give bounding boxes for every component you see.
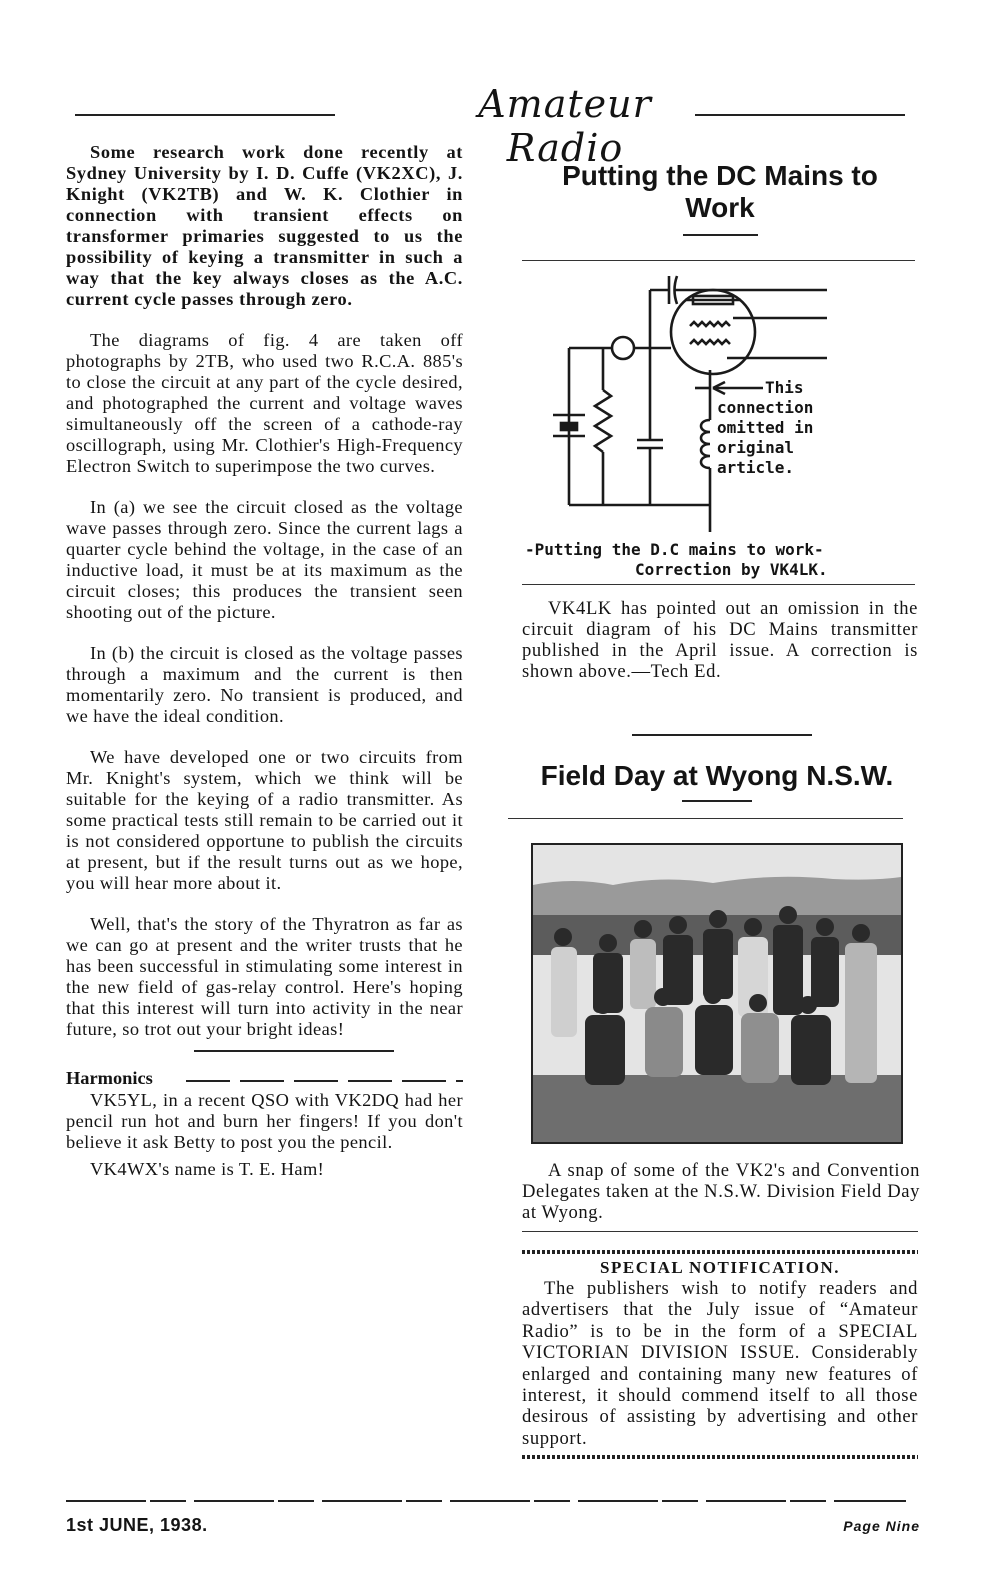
- issue-date: 1st JUNE, 1938.: [66, 1515, 208, 1535]
- section-rule: [508, 818, 903, 819]
- footer-rule: [66, 1500, 906, 1502]
- circuit-diagram: [545, 270, 875, 535]
- masthead: [75, 80, 905, 170]
- group-photo-image: [533, 845, 901, 1142]
- dotted-rule-top: [522, 1250, 918, 1254]
- section-divider: [194, 1050, 394, 1052]
- section-rule: [522, 260, 915, 261]
- circuit-caption-line2: Correction by VK4LK.: [635, 560, 828, 579]
- article-paragraph: In (a) we see the circuit closed as the voltage wave passes through zero. Since the current lags a quarter cycle behind the voltage, in the case of an inductive load, it must be at its maximum as the circuit closes; this produces the transient seen shooting out of the picture.: [66, 497, 463, 622]
- masthead-title: Amateur Radio: [425, 82, 705, 170]
- page-number: Page Nine: [843, 1518, 920, 1534]
- annotation-line: omitted in: [717, 418, 814, 437]
- field-day-heading: Field Day at Wyong N.S.W.: [540, 760, 894, 791]
- field-day-caption-block: [522, 1160, 920, 1223]
- heading-underline: [683, 234, 758, 236]
- harmonics-dash-rule: [186, 1080, 463, 1082]
- group-photo: [531, 843, 903, 1144]
- article-paragraph: We have developed one or two circuits from Mr. Knight's system, which we think will be suitable for the keying of a radio transmitter. As some practical tests still remain to be carried out it is not considered opportune to publish the circuits at present, but if the result turns out as we hope, you will hear more about it.: [66, 747, 463, 893]
- article-paragraph: Some research work done recently at Sydney University by I. D. Cuffe (VK2XC), J. Knight (VK2TB) and W. K. Clothier in connection with transient effects on transformer primaries suggested to us the possibility of keying a transmitter in such a way that the key always closes as the A.C. current cycle passes through zero.: [66, 142, 463, 309]
- dotted-rule-bottom: [522, 1455, 918, 1459]
- field-day-section: [512, 760, 922, 802]
- article-paragraph: Well, that's the story of the Thyratron as far as we can go at present and the writer trusts that he has been successful in stimulating some interest in the new field of gas-relay control. Here's hoping that this interest will turn into activity in the near future, so trot out your bright ideas!: [66, 914, 463, 1039]
- section-rule: [522, 584, 915, 585]
- notification-body: The publishers wish to notify readers and advertisers that the July issue of “Amateur Radio” is to be in the form of a SPECIAL VICTORIAN DIVISION ISSUE. Considerably enlarged and containing many new features of interest, it should commend itself to all those desirous of assisting by advertising and other support.: [522, 1278, 918, 1449]
- harmonics-heading: Harmonics: [66, 1068, 153, 1088]
- harmonics-paragraph: VK5YL, in a recent QSO with VK2DQ had her pencil run hot and burn her fingers! If you don't believe it ask Betty to post you the pencil.: [66, 1090, 463, 1152]
- notification-title: SPECIAL NOTIFICATION.: [600, 1258, 840, 1277]
- annotation-line: article.: [717, 458, 795, 477]
- dc-mains-section: [520, 160, 920, 236]
- article-paragraph: The diagrams of fig. 4 are taken off photographs by 2TB, who used two R.C.A. 885's to close the circuit at any part of the cycle desired, and photographed the current and voltage waves simultaneously off the screen of a cathode-ray oscillograph, using Mr. Clothier's High-Frequency Electron Switch to superimpose the two curves.: [66, 330, 463, 476]
- harmonics-paragraph: VK4WX's name is T. E. Ham!: [90, 1159, 325, 1179]
- annotation-line: connection: [717, 398, 814, 417]
- section-rule: [522, 1231, 918, 1232]
- dc-mains-heading: Putting the DC Mains to Work: [562, 160, 878, 223]
- left-column: [66, 142, 463, 1186]
- annotation-line: original: [717, 438, 795, 457]
- dc-mains-paragraph: VK4LK has pointed out an omission in the circuit diagram of his DC Mains transmitter published in the April issue. A correction is shown above.—Tech Ed.: [522, 598, 918, 682]
- section-divider: [632, 734, 812, 736]
- notification-box: [522, 1250, 918, 1459]
- heading-underline: [682, 800, 752, 802]
- harmonics-heading-row: [66, 1068, 463, 1090]
- masthead-rule-right: [695, 114, 905, 116]
- circuit-caption: [525, 540, 915, 580]
- article-paragraph: In (b) the circuit is closed as the voltage passes through a maximum and the current is then momentarily zero. No transient is produced, and we have the ideal condition.: [66, 643, 463, 726]
- dc-mains-body: [522, 598, 918, 682]
- annotation-line: This: [765, 378, 804, 397]
- circuit-caption-line1: -Putting the D.C mains to work-: [525, 540, 824, 559]
- field-day-caption: A snap of some of the VK2's and Convention Delegates taken at the N.S.W. Division Field Day at Wyong.: [522, 1160, 920, 1223]
- masthead-rule-left: [75, 114, 335, 116]
